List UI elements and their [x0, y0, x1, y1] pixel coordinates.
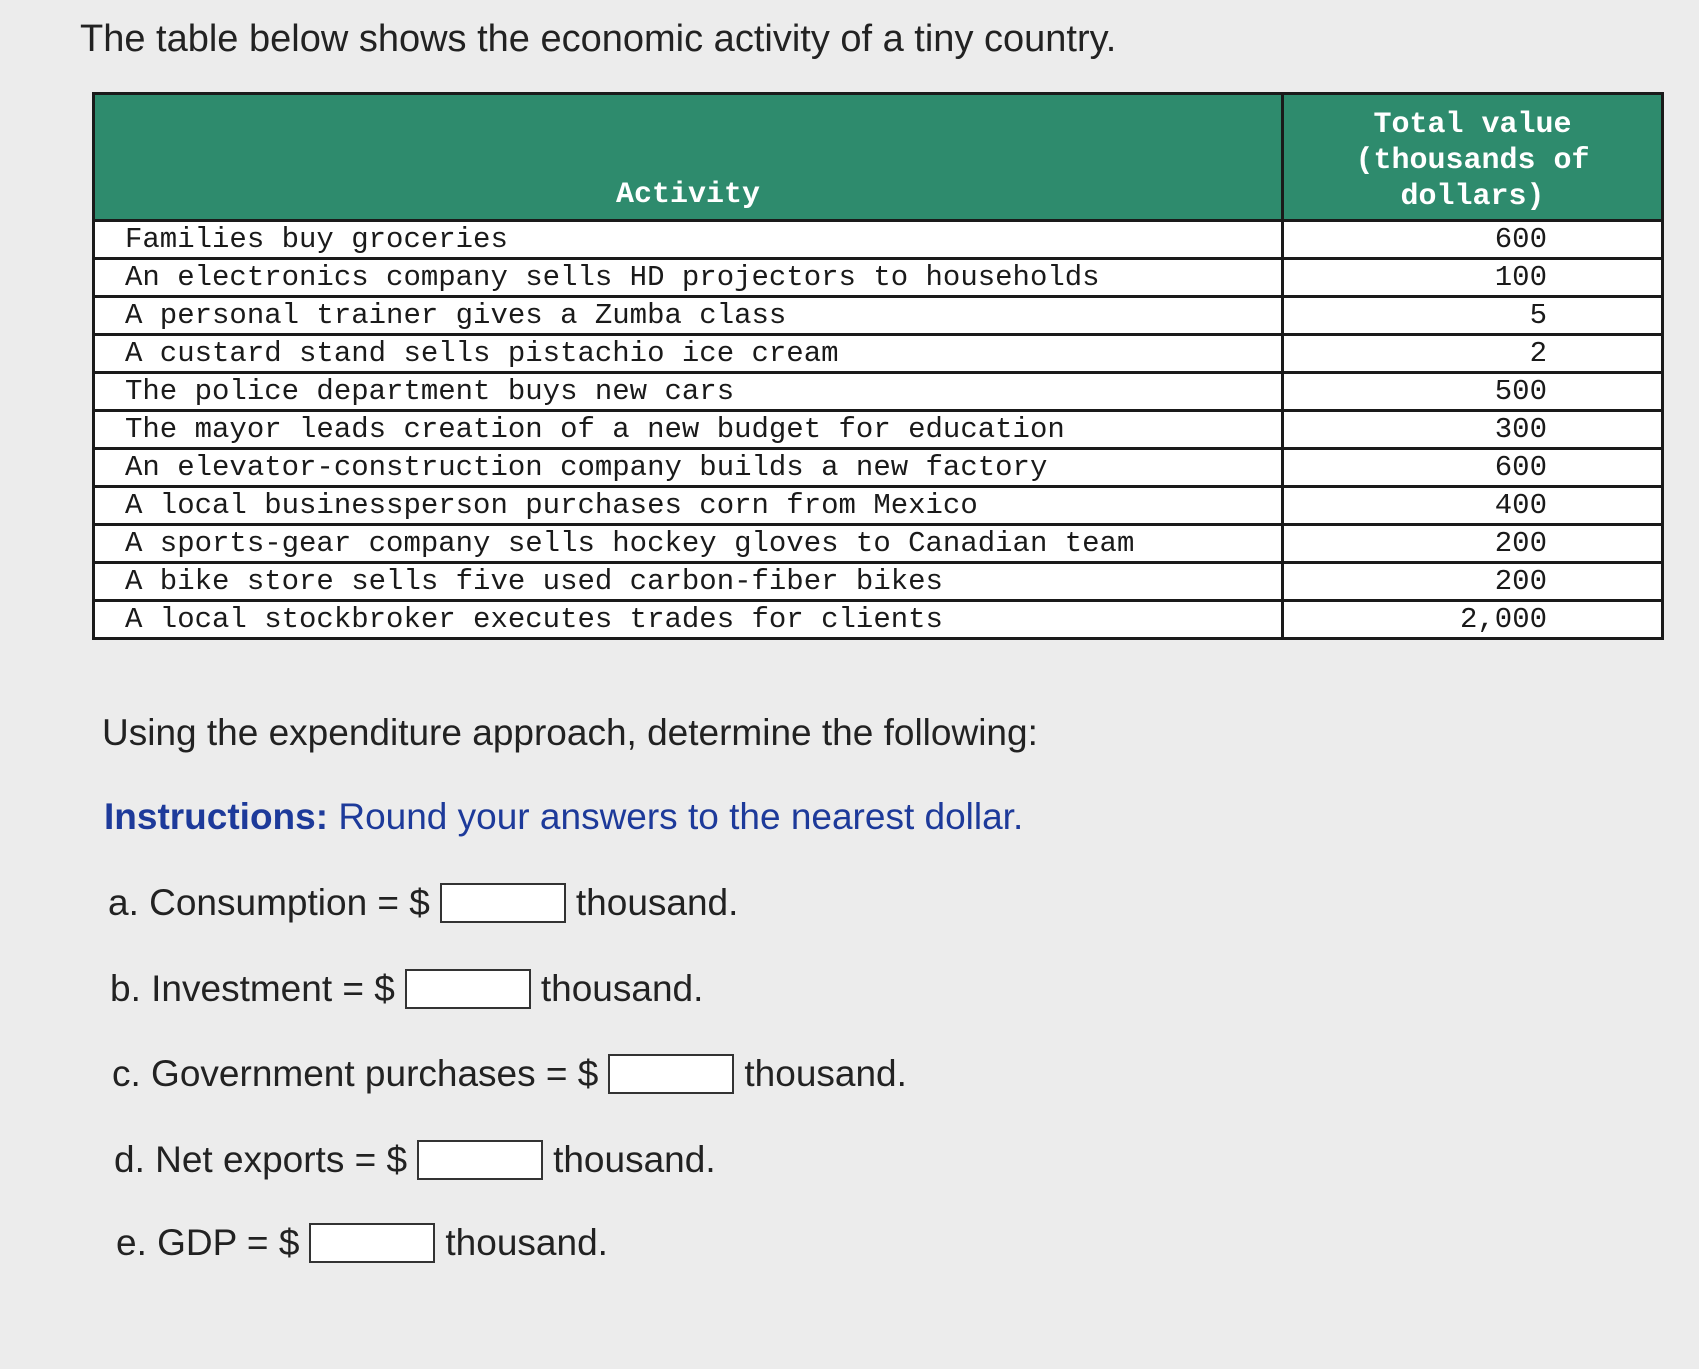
- value-cell: 600: [1283, 449, 1663, 487]
- table-row: [94, 525, 1663, 563]
- value-cell: 200: [1283, 525, 1663, 563]
- instructions-label: Instructions:: [104, 796, 329, 837]
- instructions-text: Round your answers to the nearest dollar.: [328, 796, 1024, 837]
- value-cell: 100: [1283, 259, 1663, 297]
- table-row: [94, 487, 1663, 525]
- activity-cell: A sports-gear company sells hockey gloves to Canadian team: [94, 525, 1283, 563]
- header-total-value-line2: (thousands of: [1355, 144, 1590, 178]
- value-cell: 600: [1283, 221, 1663, 259]
- table-row: [94, 411, 1663, 449]
- question-gdp: [116, 1222, 608, 1264]
- government-purchases-input[interactable]: [608, 1054, 734, 1094]
- table-row: [94, 449, 1663, 487]
- table-row: [94, 221, 1663, 259]
- intro-text: The table below shows the economic activity of a tiny country.: [80, 18, 1117, 60]
- question-net-exports: [114, 1139, 716, 1181]
- question-government-purchases: [112, 1053, 907, 1095]
- consumption-suffix: thousand.: [575, 882, 739, 923]
- table-header-row: [94, 94, 1663, 221]
- net-exports-suffix: thousand.: [553, 1139, 716, 1180]
- gdp-input[interactable]: [309, 1223, 435, 1263]
- consumption-input[interactable]: [440, 883, 566, 923]
- value-cell: 200: [1283, 563, 1663, 601]
- activity-cell: A local businessperson purchases corn from Mexico: [94, 487, 1283, 525]
- activity-cell: An electronics company sells HD projectors to households: [94, 259, 1283, 297]
- header-total-value-line1: Total value: [1373, 108, 1572, 142]
- net-exports-label: d. Net exports = $: [114, 1139, 408, 1180]
- activity-cell: A local stockbroker executes trades for clients: [94, 601, 1283, 639]
- value-cell: 500: [1283, 373, 1663, 411]
- government-purchases-suffix: thousand.: [744, 1053, 907, 1094]
- table-row: [94, 601, 1663, 639]
- activity-cell: A custard stand sells pistachio ice cream: [94, 335, 1283, 373]
- investment-suffix: thousand.: [540, 968, 704, 1009]
- table-row: [94, 373, 1663, 411]
- activity-cell: A personal trainer gives a Zumba class: [94, 297, 1283, 335]
- table-row: [94, 335, 1663, 373]
- government-purchases-label: c. Government purchases = $: [112, 1053, 599, 1094]
- value-cell: 5: [1283, 297, 1663, 335]
- gdp-label: e. GDP = $: [116, 1222, 300, 1263]
- instructions: [104, 796, 1023, 838]
- header-activity: Activity: [94, 94, 1283, 221]
- table-row: [94, 297, 1663, 335]
- activity-cell: An elevator-construction company builds a new factory: [94, 449, 1283, 487]
- question-investment: [110, 968, 703, 1010]
- value-cell: 400: [1283, 487, 1663, 525]
- table-row: [94, 563, 1663, 601]
- net-exports-input[interactable]: [417, 1140, 543, 1180]
- value-cell: 2,000: [1283, 601, 1663, 639]
- value-cell: 300: [1283, 411, 1663, 449]
- investment-input[interactable]: [405, 969, 531, 1009]
- header-total-value: [1283, 94, 1663, 221]
- activity-cell: Families buy groceries: [94, 221, 1283, 259]
- economic-activity-table: [92, 92, 1664, 640]
- consumption-label: a. Consumption = $: [108, 882, 430, 923]
- activity-cell: The police department buys new cars: [94, 373, 1283, 411]
- table-row: [94, 259, 1663, 297]
- expenditure-prompt: Using the expenditure approach, determine the following:: [102, 712, 1038, 753]
- question-consumption: [108, 882, 738, 924]
- value-cell: 2: [1283, 335, 1663, 373]
- header-total-value-line3: dollars): [1400, 180, 1545, 214]
- activity-cell: The mayor leads creation of a new budget for education: [94, 411, 1283, 449]
- activity-cell: A bike store sells five used carbon-fiber bikes: [94, 563, 1283, 601]
- gdp-suffix: thousand.: [445, 1222, 608, 1263]
- investment-label: b. Investment = $: [110, 968, 395, 1009]
